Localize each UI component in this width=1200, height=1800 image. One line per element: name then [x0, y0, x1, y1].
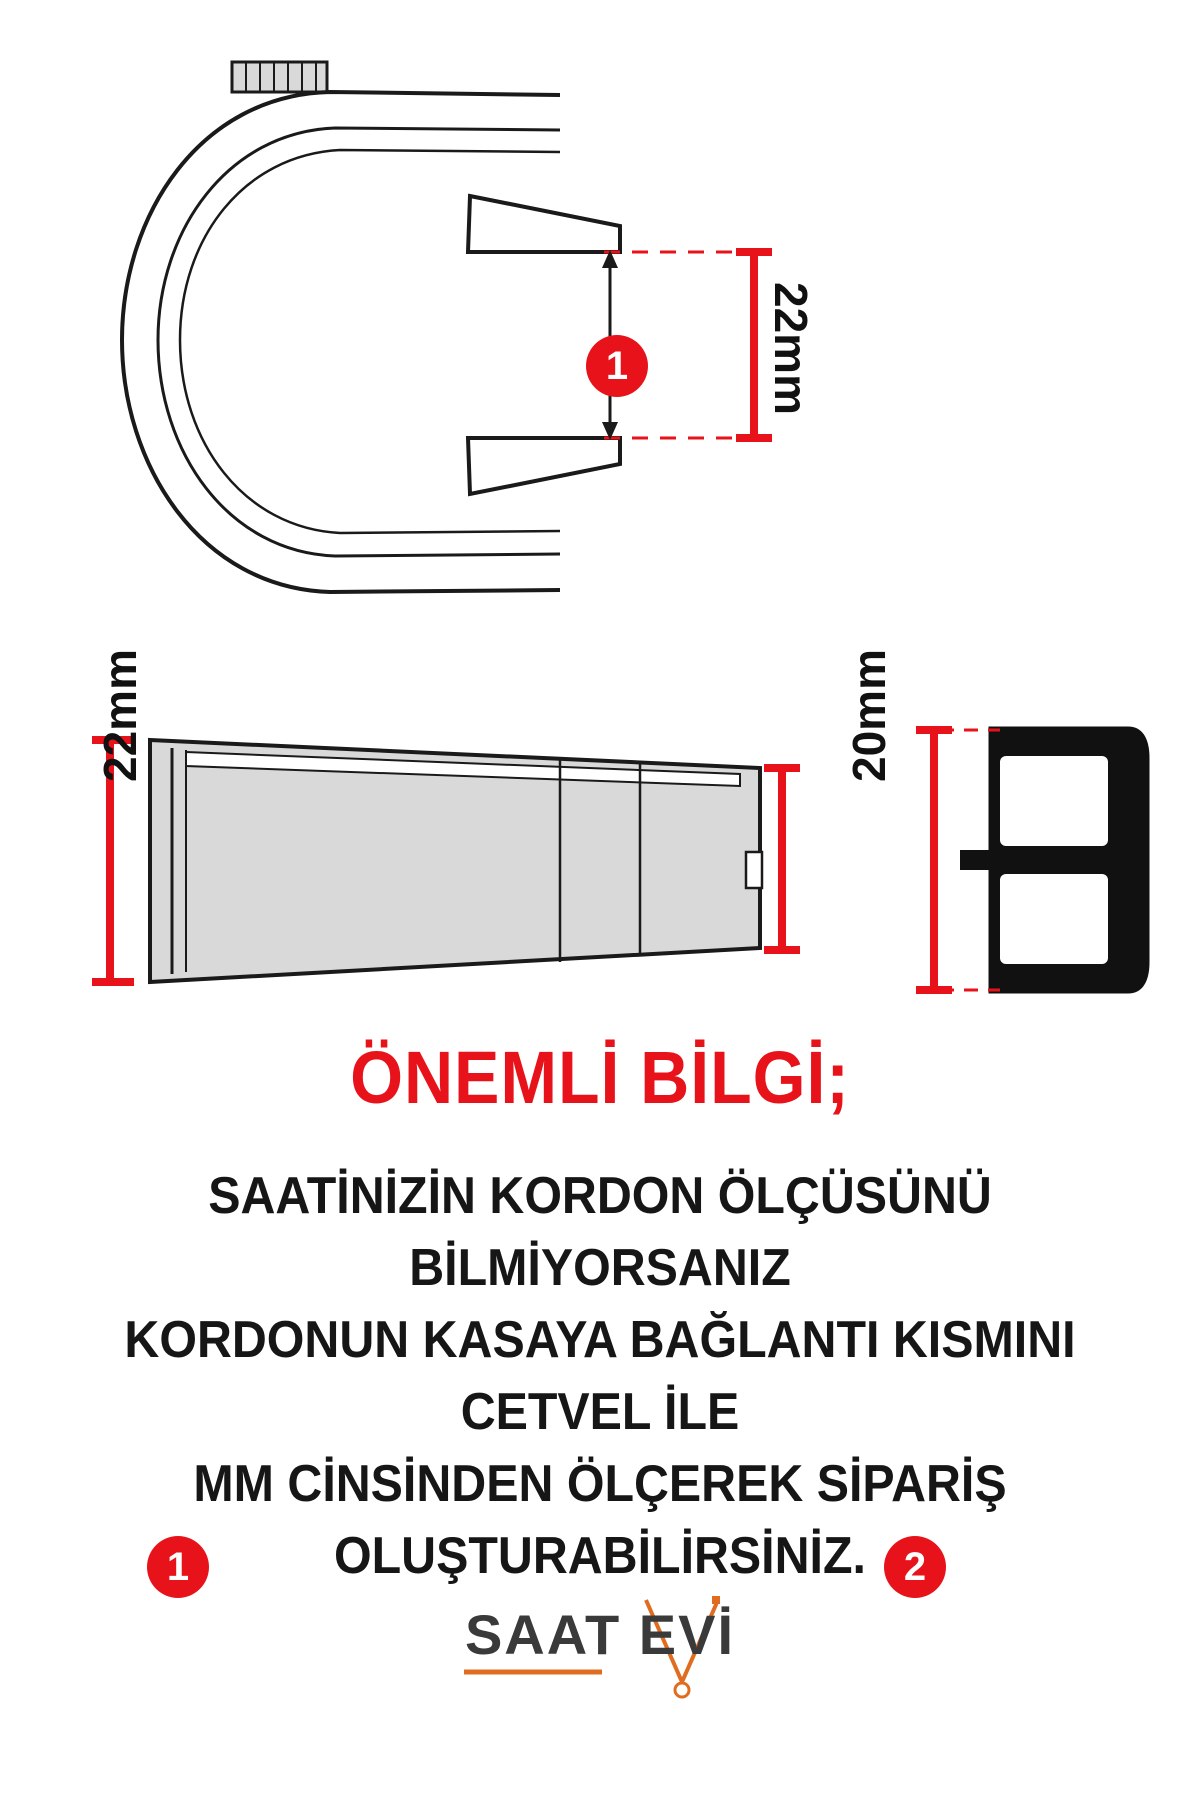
callout-badge-2-buckle: 2 — [884, 1536, 946, 1598]
watch-case-diagram — [0, 0, 1200, 700]
buckle-window-bottom — [1000, 874, 1108, 964]
logo-circle — [675, 1683, 689, 1697]
strap-buckle-svg — [0, 700, 1200, 1020]
info-paragraph — [79, 1160, 1121, 1592]
callout-badge-1-strap: 1 — [147, 1536, 209, 1598]
headline-important-info: ÖNEMLİ BİLGİ; — [350, 1036, 850, 1119]
info-line-1: SAATİNİZİN KORDON ÖLÇÜSÜNÜ BİLMİYORSANIZ — [208, 1167, 992, 1297]
info-line-2: KORDONUN KASAYA BAĞLANTI KISMINI CETVEL İLE — [124, 1311, 1076, 1441]
buckle-center-bar — [996, 846, 1112, 874]
info-line-3: MM CİNSİNDEN ÖLÇEREK SİPARİŞ — [193, 1455, 1007, 1513]
buckle-window-top — [1000, 756, 1108, 846]
watch-case-outline — [122, 92, 560, 592]
callout-badge-1-case: 1 — [586, 335, 648, 397]
dimension-label-buckle-20mm: 20mm — [843, 649, 895, 782]
logo-wordmark: SAAT EVİ — [464, 1603, 736, 1666]
brand-logo — [0, 1590, 1200, 1710]
strap-notch — [746, 852, 762, 888]
dimension-label-strap-22mm: 22mm — [94, 649, 146, 782]
info-line-4: OLUŞTURABİLİRSİNİZ. — [334, 1527, 866, 1585]
dimension-label-case-22mm: 22mm — [765, 282, 817, 415]
buckle-prong — [960, 850, 1008, 870]
